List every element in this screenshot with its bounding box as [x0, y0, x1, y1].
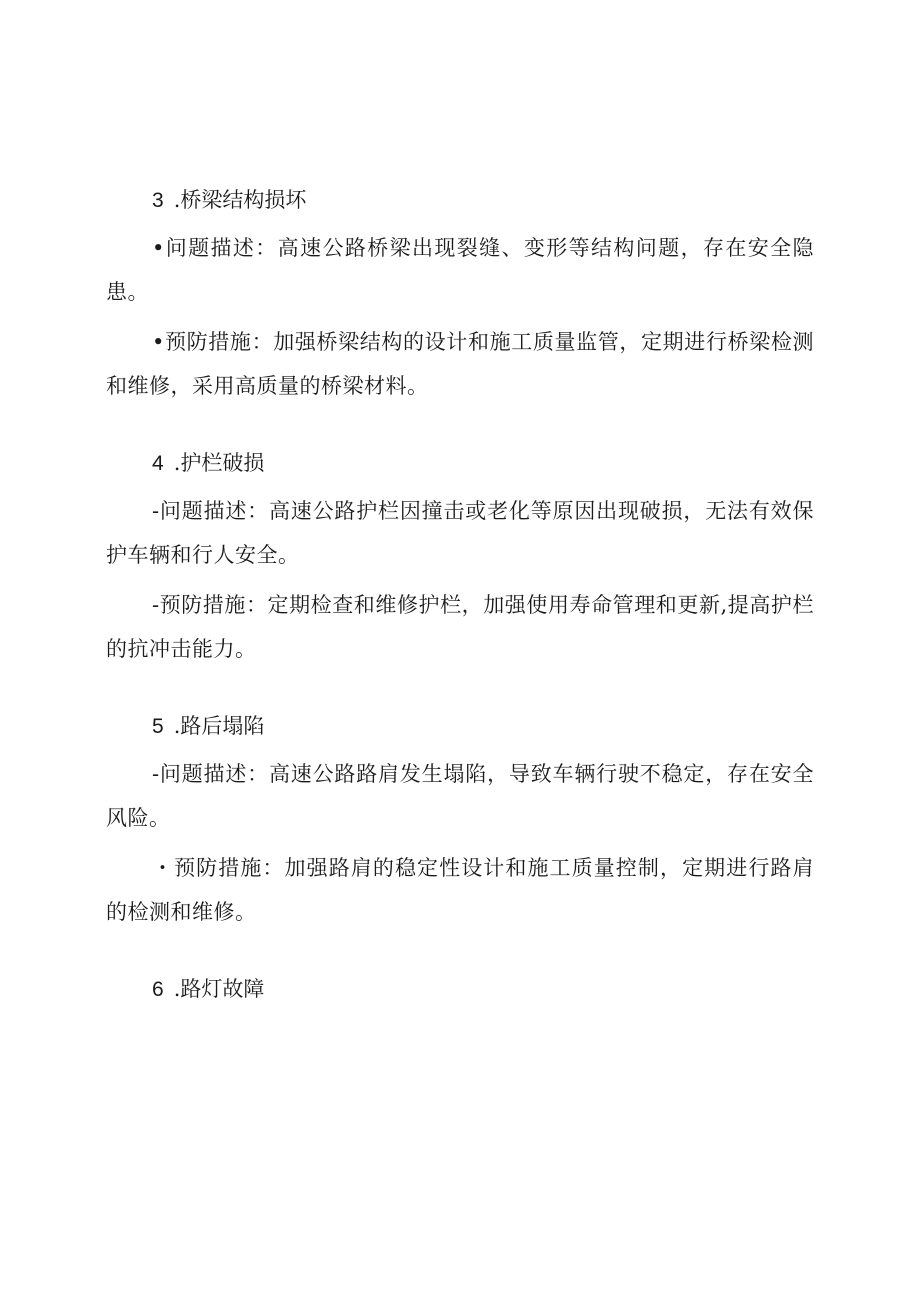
- prevention-measures: ・预防措施：加强路肩的稳定性设计和施工质量控制，定期进行路肩的检测和维修。: [106, 856, 814, 924]
- section-shoulder-collapse: [106, 706, 814, 934]
- section-bridge-damage: [106, 180, 814, 408]
- section-number: 4: [152, 452, 164, 475]
- problem-description: -问题描述：高速公路路肩发生塌陷，导致车辆行驶不稳定，存在安全风险。: [106, 762, 814, 830]
- problem-description: -问题描述：高速公路护栏因撞击或老化等原因出现破损，无法有效保护车辆和行人安全。: [106, 499, 814, 567]
- section-streetlight-failure: [106, 969, 814, 1009]
- section-number: 5: [152, 715, 164, 738]
- section-title: .桥梁结构损坏: [173, 188, 307, 212]
- section-title: .路灯故障: [173, 977, 265, 1001]
- section-number: 6: [152, 978, 164, 1001]
- section-number: 3: [152, 189, 164, 212]
- problem-description: •问题描述：高速公路桥梁出现裂缝、变形等结构问题，存在安全隐患。: [106, 236, 814, 304]
- prevention-measures: -预防措施：定期检查和维修护栏，加强使用寿命管理和更新,提高护栏的抗冲击能力。: [106, 593, 814, 661]
- document-body: [106, 180, 814, 1044]
- section-title: .护栏破损: [173, 451, 265, 475]
- section-heading: [152, 443, 814, 483]
- prevention-measures: •预防措施：加强桥梁结构的设计和施工质量监管，定期进行桥梁检测和维修，采用高质量的桥梁材料。: [106, 330, 814, 398]
- section-heading: [152, 706, 814, 746]
- section-heading: [152, 969, 814, 1009]
- section-guardrail-damage: [106, 443, 814, 671]
- section-heading: [152, 180, 814, 220]
- section-title: .路后塌陷: [173, 714, 265, 738]
